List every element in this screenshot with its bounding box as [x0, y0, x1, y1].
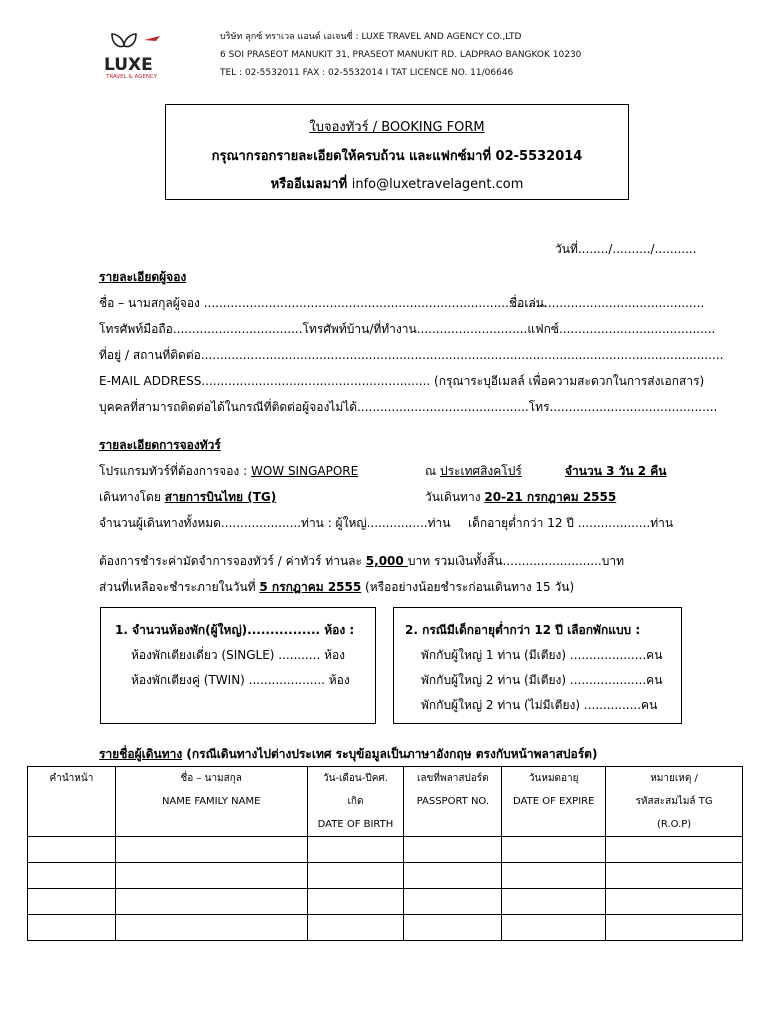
guest-cell[interactable]: [404, 889, 502, 915]
tour-heading: รายละเอียดการจองทัวร์: [99, 438, 221, 452]
guest-cell[interactable]: [502, 889, 606, 915]
phone-fields[interactable]: โทรศัพท์มือถือ..................................โทรศัพท์บ้าน/ที่ทำงาน.............................แฟกซ์.........................................: [99, 322, 716, 336]
child-option-3[interactable]: พักกับผู้ใหญ่ 2 ท่าน (ไม่มีเตียง) ...............คน: [421, 698, 658, 712]
column-header-text: PASSPORT NO.: [416, 796, 490, 807]
tour-airline: เดินทางโดย สายการบินไทย (TG): [99, 490, 277, 504]
column-header-text: NAME FAMILY NAME: [161, 796, 261, 807]
booker-heading: รายละเอียดผู้จอง: [99, 270, 187, 284]
guest-cell[interactable]: [115, 915, 307, 941]
guest-cell[interactable]: [502, 915, 606, 941]
column-header-text: (R.O.P): [656, 819, 692, 830]
guest-cell[interactable]: [307, 889, 404, 915]
column-header: [502, 767, 606, 837]
guest-cell[interactable]: [404, 837, 502, 863]
column-header-text: วัน-เดือน-ปีคศ.: [322, 773, 388, 784]
company-address: 6 SOI PRASEOT MANUKIT 31, PRASEOT MANUKIT RD. LADPRAO BANGKOK 10230: [220, 50, 582, 60]
guest-cell[interactable]: [404, 863, 502, 889]
guest-cell[interactable]: [28, 863, 116, 889]
column-header-text: รหัสสะสมไมล์ TG: [635, 796, 713, 807]
children-box: [393, 607, 682, 724]
guest-cell[interactable]: [307, 837, 404, 863]
guest-cell[interactable]: [606, 889, 743, 915]
guest-row: [28, 863, 743, 889]
address-field[interactable]: ที่อยู่ / สถานที่ติดต่อ.........................................................................................................................................: [99, 348, 724, 362]
emergency-contact-field[interactable]: บุคคลที่สามารถติดต่อได้ในกรณีที่ติดต่อผู้จองไม่ได้.............................................โทร............................................: [99, 400, 718, 414]
guest-row: [28, 915, 743, 941]
children-heading: 2. กรณีมีเด็กอายุต่ำกว่า 12 ปี เลือกพักแบบ :: [405, 623, 641, 637]
column-header-text: วันหมดอายุ: [528, 773, 579, 784]
guest-cell[interactable]: [307, 863, 404, 889]
column-header-text: ชื่อ – นามสกุล: [180, 773, 242, 784]
single-room-field[interactable]: ห้องพักเตียงเดี่ยว (SINGLE) ........... ห้อง: [131, 648, 346, 662]
column-header: [307, 767, 404, 837]
date-field[interactable]: วันที่......../........../...........: [555, 242, 697, 256]
guest-list-heading: รายชื่อผู้เดินทาง (กรณีเดินทางไปต่างประเทศ ระบุข้อมูลเป็นภาษาอังกฤษ ตรงกับหน้าพลาสปอร์ต): [99, 747, 598, 761]
guest-cell[interactable]: [115, 863, 307, 889]
guest-cell[interactable]: [606, 863, 743, 889]
column-header-text: DATE OF BIRTH: [317, 819, 394, 830]
form-title: ใบจองทัวร์ / BOOKING FORM: [309, 120, 485, 135]
form-email-line: หรืออีเมลมาที่ info@luxetravelagent.com: [270, 177, 524, 192]
luxe-logo: [100, 28, 180, 80]
tour-country: ณ ประเทศสิงคโปร์: [425, 464, 522, 478]
deposit-line[interactable]: ต้องการชำระค่ามัดจำการจองทัวร์ / ค่าทัวร์ ท่านละ 5,000 บาท รวมเงินทั้งสิ้น..........................บาท: [99, 554, 624, 568]
guest-cell[interactable]: [404, 915, 502, 941]
child-option-2[interactable]: พักกับผู้ใหญ่ 2 ท่าน (มีเตียง) ....................คน: [421, 673, 663, 687]
guest-cell[interactable]: [28, 837, 116, 863]
booker-name-field[interactable]: ชื่อ – นามสกุลผู้จอง ..........................................................................................: [99, 296, 548, 310]
column-header-text: เลขที่พลาสปอร์ต: [417, 773, 489, 784]
guest-table: [27, 766, 743, 941]
title-box: [165, 104, 629, 200]
balance-line: ส่วนที่เหลือจะชำระภายในวันที่ 5 กรกฎาคม 2555 (หรืออย่างน้อยชำระก่อนเดินทาง 15 วัน): [99, 580, 575, 594]
rooms-heading[interactable]: 1. จำนวนห้องพัก(ผู้ใหญ่)................ ห้อง :: [115, 623, 355, 637]
guest-row: [28, 837, 743, 863]
guest-cell[interactable]: [502, 837, 606, 863]
guest-row: [28, 889, 743, 915]
tour-program: โปรแกรมทัวร์ที่ต้องการจอง : WOW SINGAPORE: [99, 464, 359, 478]
children-count-field[interactable]: เด็กอายุต่ำกว่า 12 ปี ...................ท่าน: [468, 516, 674, 530]
twin-room-field[interactable]: ห้องพักเตียงคู่ (TWIN) .................... ห้อง: [131, 673, 350, 687]
nickname-field[interactable]: ชื่อเล่น..........................................: [509, 296, 705, 310]
company-contact: TEL : 02-5532011 FAX : 02-5532014 I TAT LICENCE NO. 11/06646: [220, 68, 514, 78]
rooms-box: [100, 607, 376, 724]
column-header-text: DATE OF EXPIRE: [513, 796, 595, 807]
guest-cell[interactable]: [115, 889, 307, 915]
company-name: บริษัท ลุกซ์ ทราเวล แอนด์ เอเจนซี่ : LUXE TRAVEL AND AGENCY CO.,LTD: [220, 32, 522, 42]
guest-cell[interactable]: [28, 915, 116, 941]
guest-cell[interactable]: [606, 915, 743, 941]
guest-cell[interactable]: [28, 889, 116, 915]
column-header: [606, 767, 743, 837]
form-instruction: กรุณากรอกรายละเอียดให้ครบถ้วน และแฟกซ์มาที่ 02-5532014: [211, 149, 583, 164]
tour-duration: จำนวน 3 วัน 2 คืน: [565, 464, 667, 478]
guest-cell[interactable]: [307, 915, 404, 941]
guest-cell[interactable]: [115, 837, 307, 863]
column-header: [404, 767, 502, 837]
column-header-text: หมายเหตุ /: [650, 773, 698, 784]
column-header-text: เกิด: [347, 796, 364, 807]
svg-text:LUXE: LUXE: [104, 55, 153, 75]
guest-cell[interactable]: [606, 837, 743, 863]
svg-text:TRAVEL & AGENCY: TRAVEL & AGENCY: [106, 74, 158, 80]
column-header-text: คำนำหน้า: [49, 773, 94, 784]
tour-travel-date: วันเดินทาง 20-21 กรกฎาคม 2555: [425, 490, 617, 504]
email-field[interactable]: E-MAIL ADDRESS............................................................ (กรุณาระบุอีเมลล์ เพื่อความสะดวกในการส่งเอกสาร): [99, 374, 705, 388]
column-header: [28, 767, 116, 837]
child-option-1[interactable]: พักกับผู้ใหญ่ 1 ท่าน (มีเตียง) ....................คน: [421, 648, 663, 662]
travellers-count-field[interactable]: จำนวนผู้เดินทางทั้งหมด.....................ท่าน : ผู้ใหญ่................ท่าน: [99, 516, 451, 530]
guest-cell[interactable]: [502, 863, 606, 889]
column-header: [115, 767, 307, 837]
